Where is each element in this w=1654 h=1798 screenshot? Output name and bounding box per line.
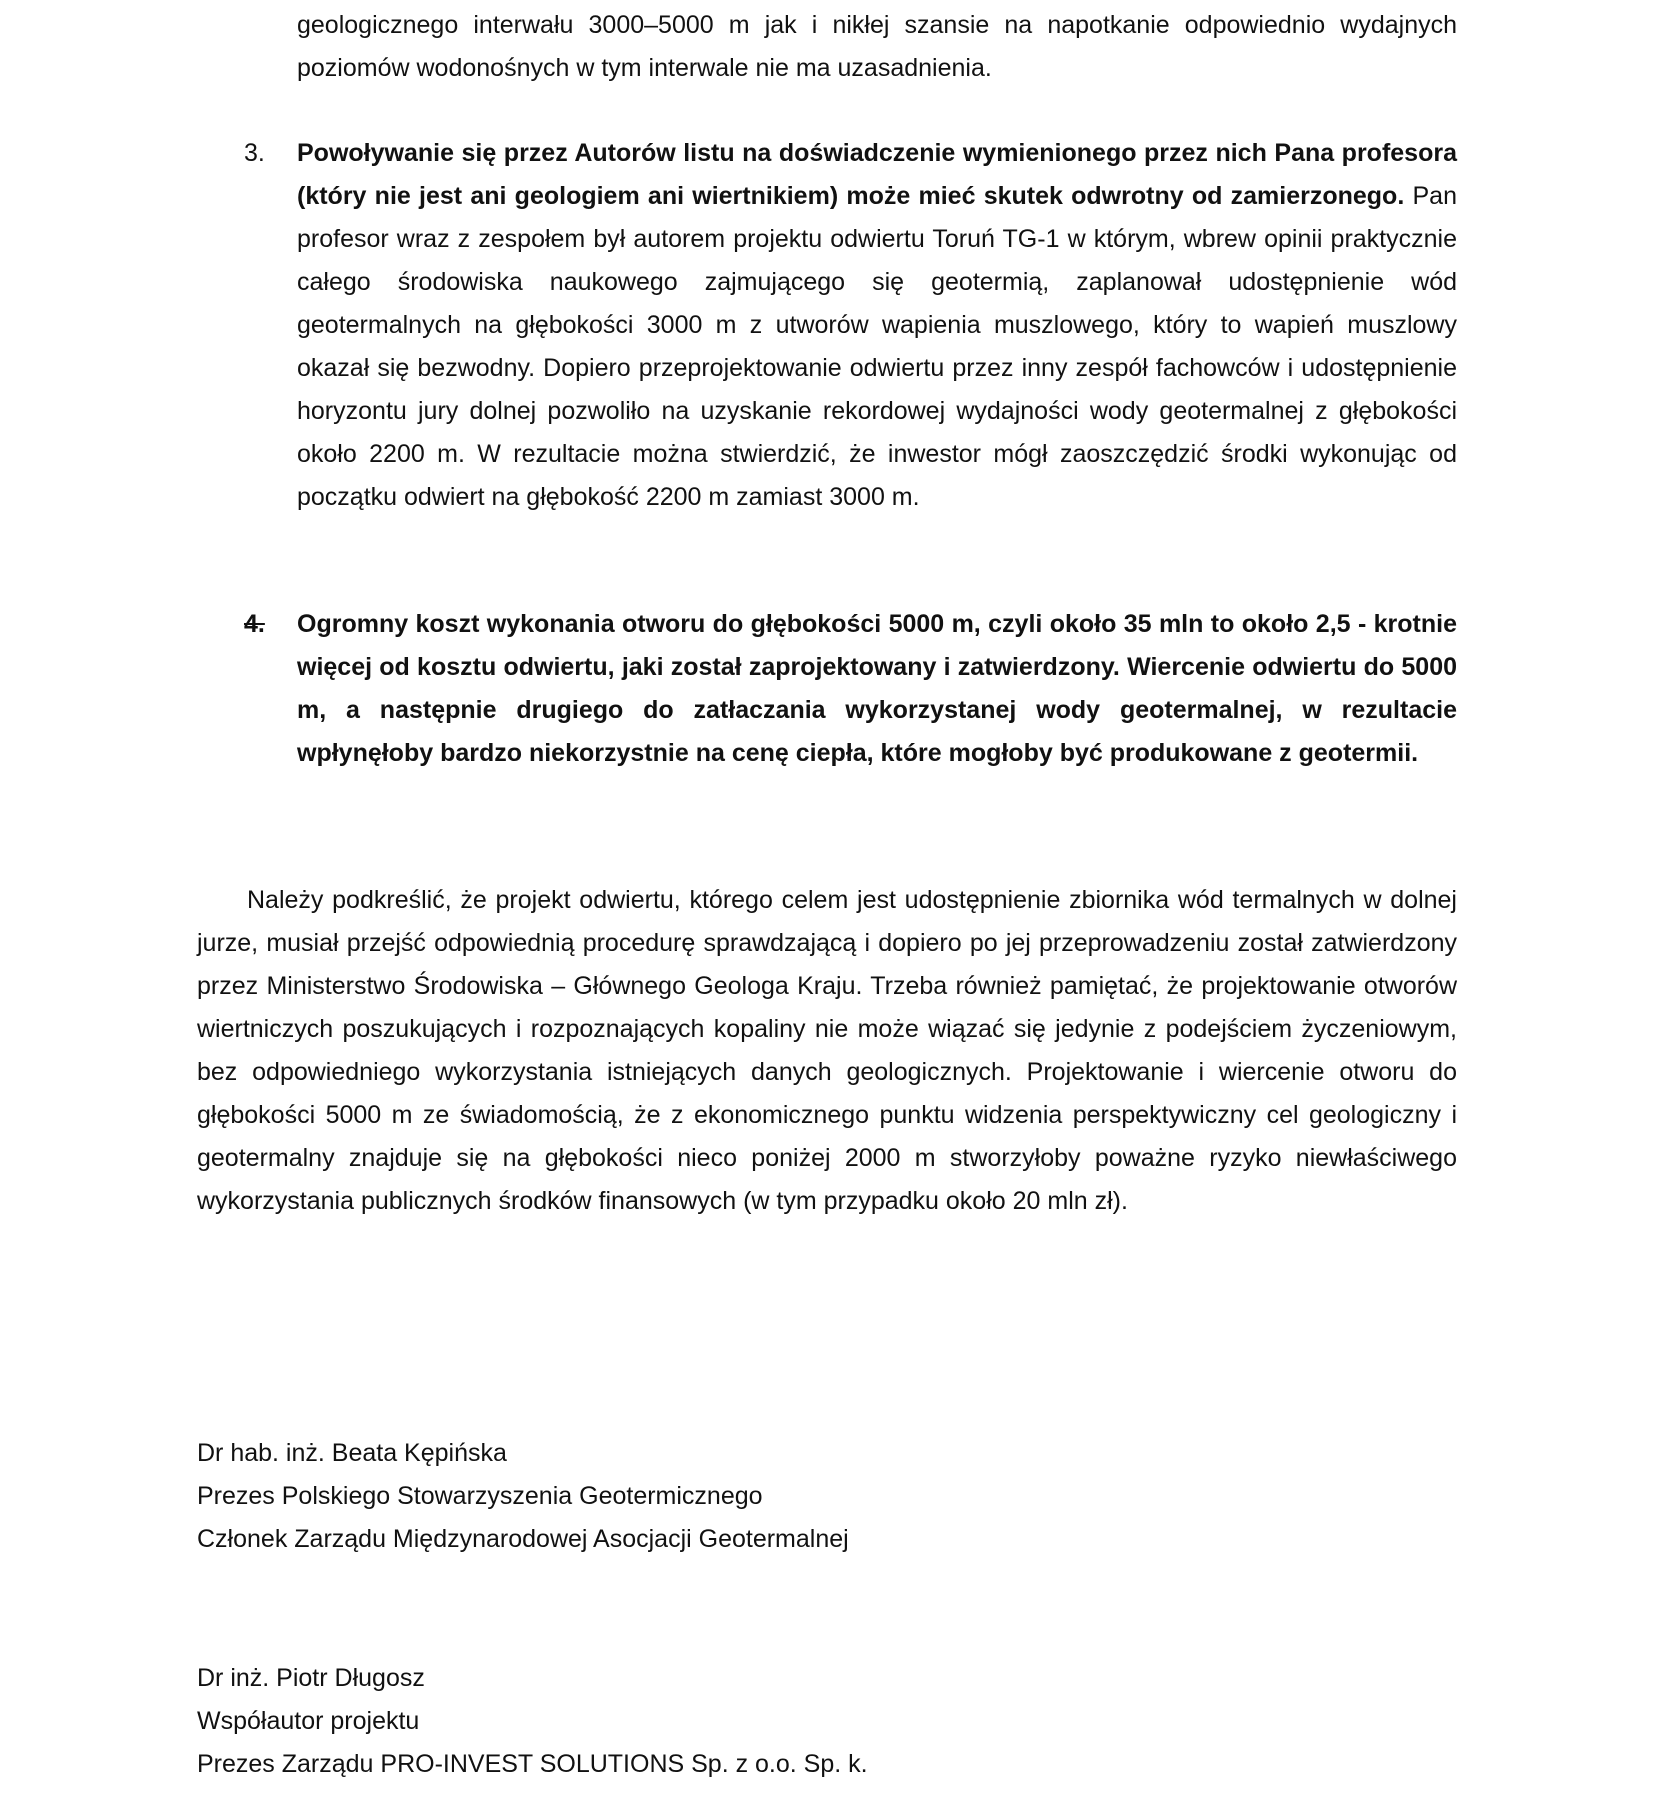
closing-paragraph-text: Należy podkreślić, że projekt odwiertu, którego celem jest udostępnienie zbiornika wód termalnych w dolnej jurze, musiał przejść odpowiednią procedurę sprawdzającą i dopiero po jej przeprowadzeniu został zatwierdzony przez Ministerstwo Środowiska – Głównego Geologa Kraju. Trzeba również pamiętać, że projektowanie otworów wiertniczych poszukujących i rozpoznających kopaliny nie może wiązać się jedynie z podejściem życzeniowym, bez odpowiedniego wykorzystania istniejących danych geologicznych. Projektowanie i wiercenie otworu do głębokości 5000 m ze świadomością, że z ekonomicznego punktu widzenia perspektywiczny cel geologiczny i geotermalny znajduje się na głębokości nieco poniżej 2000 m stworzyłoby poważne ryzyko niewłaściwego wykorzystania publicznych środków finansowych (w tym przypadku około 20 mln zł). [197, 886, 1457, 1215]
list-item-3 [297, 132, 1457, 519]
signature-block-1 [197, 1432, 1097, 1561]
list-item-body-text: Pan profesor wraz z zespołem był autorem projektu odwiertu Toruń TG-1 w którym, wbrew opinii praktycznie całego środowiska naukowego zajmującego się geotermią, zaplanował udostępnienie wód geotermalnych na głębokości 3000 m z utworów wapienia muszlowego, który to wapień muszlowy okazał się bezwodny. Dopiero przeprojektowanie odwiertu przez inny zespół fachowców i udostępnienie horyzontu jury dolnej pozwoliło na uzyskanie rekordowej wydajności wody geotermalnej z głębokości około 2200 m. W rezultacie można stwierdzić, że inwestor mógł zaoszczędzić środki wykonując od początku odwiert na głębokość 2200 m zamiast 3000 m. [297, 182, 1457, 511]
list-item-bold-text: Ogromny koszt wykonania otworu do głębokości 5000 m, czyli około 35 mln to około 2,5 - krotnie więcej od kosztu odwiertu, jaki został zaprojektowany i zatwierdzony. Wiercenie odwiertu do 5000 m, a następnie drugiego do zatłaczania wykorzystanej wody geotermalnej, w rezultacie wpłynęłoby bardzo niekorzystnie na cenę ciepła, które mogłoby być produkowane z geotermii. [297, 610, 1457, 767]
list-item-number: 3. [244, 139, 265, 167]
list-item-number-struck: 4. [244, 610, 265, 638]
signature-block-2 [197, 1657, 1097, 1786]
list-item-4 [297, 603, 1457, 775]
continuation-paragraph [297, 4, 1457, 90]
list-item-bold-text: Powoływanie się przez Autorów listu na doświadczenie wymienionego przez nich Pana profesora (który nie jest ani geologiem ani wiertnikiem) może mieć skutek odwrotny od zamierzonego. [297, 139, 1457, 210]
signatory-role: Współautor projektu [197, 1707, 420, 1735]
closing-paragraph [197, 879, 1457, 1223]
signatory-role: Prezes Zarządu PRO-INVEST SOLUTIONS Sp. z o.o. Sp. k. [197, 1750, 868, 1778]
continuation-text: geologicznego interwału 3000–5000 m jak i nikłej szansie na napotkanie odpowiednio wydajnych poziomów wodonośnych w tym interwale nie ma uzasadnienia. [297, 11, 1457, 82]
signatory-name: Dr hab. inż. Beata Kępińska [197, 1439, 507, 1467]
signatory-role: Prezes Polskiego Stowarzyszenia Geotermicznego [197, 1482, 763, 1510]
signatory-name: Dr inż. Piotr Długosz [197, 1664, 425, 1692]
signatory-role: Członek Zarządu Międzynarodowej Asocjacji Geotermalnej [197, 1525, 849, 1553]
